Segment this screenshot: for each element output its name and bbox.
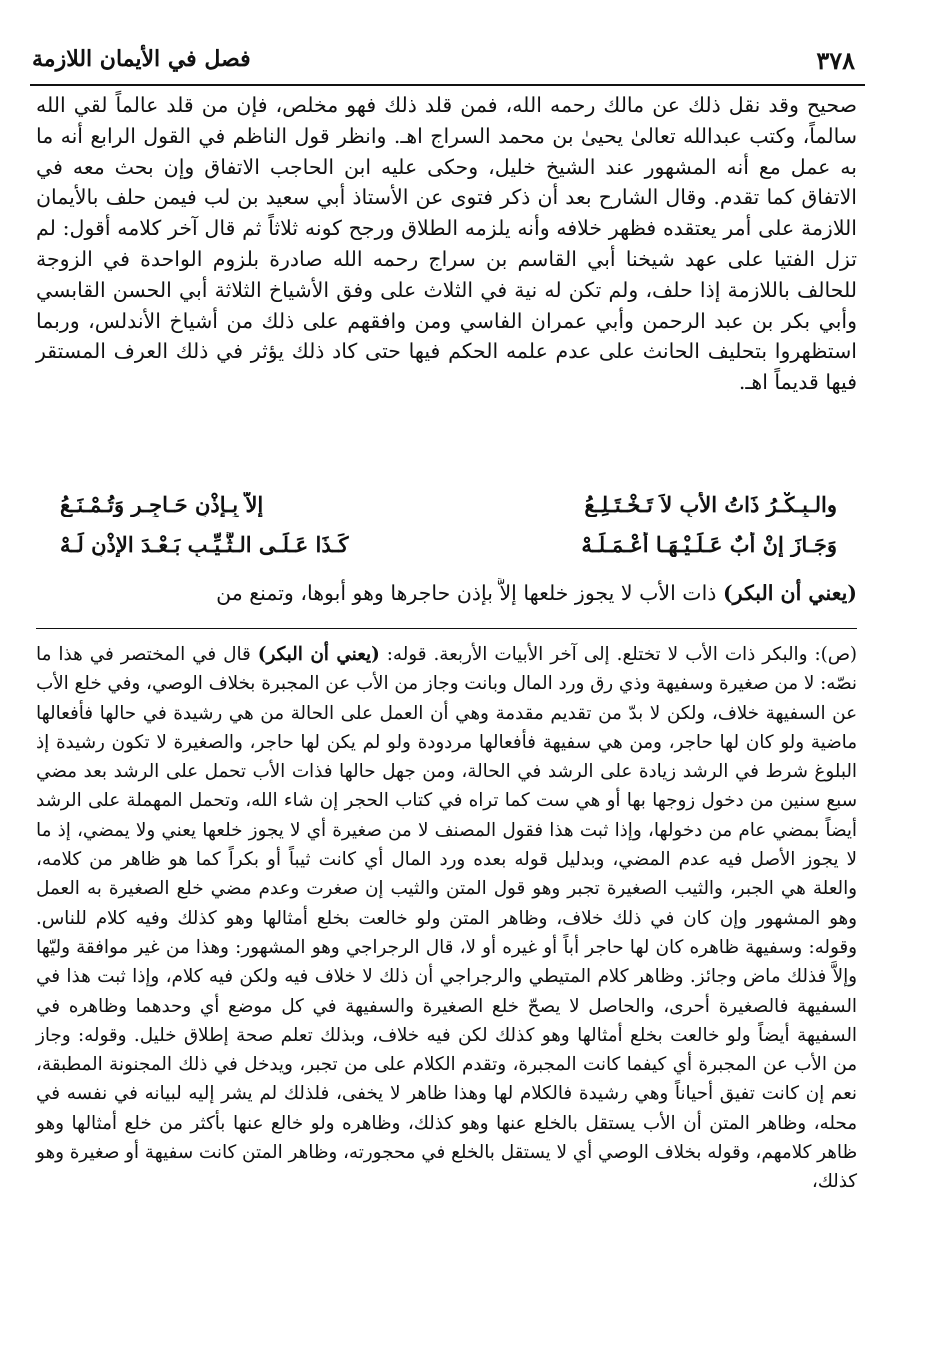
verse-line-2 xyxy=(60,532,837,572)
verse-2-first-hemistich: وَجَـازَ إنْ أبٌ عَـلَـيْـهَـا أعْـمَـلَـهْ xyxy=(581,532,837,557)
explanation-text: ذات الأب لا يجوز خلعها إلاَّ بإذن حاجرها وهو أبوها، وتمنع من xyxy=(216,581,723,605)
main-paragraph: صحيح وقد نقل ذلك عن مالك رحمه الله، فمن قلد ذلك فهو مخلص، فإن من قلد عالماً لقي الله سالماً، وكتب عبدالله تعالىٰ يحيىٰ بن محمد السراج اهـ. وانظر قول الناظم في القول الرابع أنه ما به عمل مع أنه المشهور عند الشيخ خليل، وحكى عليه ابن الحاجب الاتفاق وإن بحث معه في الاتفاق كما تقدم. وقال الشارح بعد أن ذكر فتوى عن الأستاذ أبي سعيد بن لب فيمن حلف بالأيمان اللازمة على أمر يعتقده فظهر خلافه وأنه يلزمه الطلاق ورجح كونه ثلاثاً ثم قال آخر كلامه أقول: لم تزل الفتيا على عهد شيخنا أبي القاسم بن سراج رحمه الله صادرة بلزوم الواحدة في الزوجة للحالف باللازمة إذا حلف، ولم تكن له نية في الثلاث على وفق الأشياخ الثلاثة أبي الحسن القابسي وأبي بكر بن عبد الرحمن وأبي عمران الفاسي ومن وافقهم على ذلك من أشياخ الأندلس، وربما استظهروا بتحليف الحانث على عدم علمه الحكم فيها حتى كاد ذلك يؤثر في ذلك العرف المستقر فيها قديماً اهـ. xyxy=(36,93,857,395)
commentary-bold-phrase: (يعني أن البكر) xyxy=(257,644,380,665)
commentary-section xyxy=(36,640,857,1197)
poem-verses xyxy=(60,492,837,572)
page-header xyxy=(32,44,855,84)
footnote-divider xyxy=(36,628,857,629)
verse-1-first-hemistich: والـبِـكْـرُ ذَاتُ الأبِ لاَ تَـخْـتَـلِـعُ xyxy=(584,492,837,517)
page-number: ٣٧٨ xyxy=(816,46,855,75)
header-rule xyxy=(30,84,865,86)
verse-1-second-hemistich: إلاَّ بِـإذْنِ حَـاجِـرٍ وَتُـمْـنَـعُ xyxy=(60,492,264,517)
commentary-text: قال في المختصر في هذا ما نصّه: لا من صغيرة وسفيهة وذي رق ورد المال وبانت وجاز من الأب عن المجبرة بخلاف الوصي، وفي خلع الأب عن السفيهة خلاف، ولكن لا بدّ من تقديم مقدمة وهي أن العمل على الحالة من هي رشيدة في حالها فأفعالها ماضية ولو كان لها حاجر، ومن هي سفيهة فأفعالها مردودة ولو لم يكن لها حاجر، والصغيرة لا تكون رشيدة إذ البلوغ شرط في الرشد زيادة على الرشد في الحالة، ومن جهل حالها فذات الأب تحمل على الرشد بعد مضي سبع سنين من دخول زوجها بها أو هي ست كما تراه في كتاب الحجر إن شاء الله، وتحمل المهملة على الرشد أيضاً بمضي عام من دخولها، وإذا ثبت هذا فقول المصنف لا من صغيرة أي لا يجوز خلعها يعني ولا يمضي، إذ ما لا يجوز الأصل فيه عدم المضي، وبدليل قوله بعده ورد المال أي كانت ثيباً أو بكراً كما هو ظاهر من كلامه، والعلة هي الجبر، والثيب الصغيرة تجبر وهو قول المتن والثيب إن صغرت وعدم مضي خلع الصغيرة به العمل وهو المشهور وإن كان في ذلك خلاف، وظاهر المتن ولو خالعت بخلع أمثالها وهو كذلك وفيه كلام للناس. وقوله: وسفيهة ظاهره كان لها حاجر أباً أو غيره أو لا، قال الرجراجي وهو المشهور: وهذا من غير موافقة وليّها وإلاَّ فذلك ماض وجائز. وظاهر كلام المتيطي والرجراجي أن ذلك لا خلاف فيه ولكن فيه كلام، وإذا ثبت هذا في السفيهة فالصغيرة أحرى، والحاصل لا يصحّ خلع الصغيرة والسفيهة في كل موضع أي وحدهما وظاهره في السفيهة أيضاً ولو خالعت بخلع أمثالها وهو كذلك لكن فيه خلاف، وبذلك تعلم صحة إطلاق خليل. وقوله: وجاز من الأب عن المجبرة أي كيفما كانت المجبرة، وتقدم الكلام على من تجبر، ويدخل في ذلك المجنونة المطبقة، نعم إن كانت تفيق أحياناً وهي رشيدة فالكلام لها وهذا ظاهر لا يخفى، فلذلك لم يشر إليه لبيانه في نفسه في محله، وظاهر المتن أن الأب يستقل بالخلع عنها وهو كذلك، وظاهره ولو خالع عنها بأكثر من خلع أمثالها وهو ظاهر كلامهم، وقوله بخلاف الوصي أي لا يستقل بالخلع في محجورته، وظاهر المتن كانت سفيهة أو صغيرة وهو كذلك، xyxy=(36,644,857,1193)
verse-2-second-hemistich: كَـذَا عَـلَـى الـثَّـيِّـبِ بَـعْـدَ الإذْنِ لَـهْ xyxy=(60,532,349,557)
main-text xyxy=(36,90,857,398)
verse-explanation xyxy=(36,578,857,608)
verse-line-1 xyxy=(60,492,837,532)
running-title: فصل في الأيمان اللازمة xyxy=(32,46,251,72)
explanation-bold-phrase: (يعني أن البكر) xyxy=(722,581,857,605)
commentary-paragraph xyxy=(36,640,857,1197)
commentary-opening: (ص): والبكر ذات الأب لا تختلع. إلى آخر الأبيات الأربعة. قوله: xyxy=(379,644,857,665)
